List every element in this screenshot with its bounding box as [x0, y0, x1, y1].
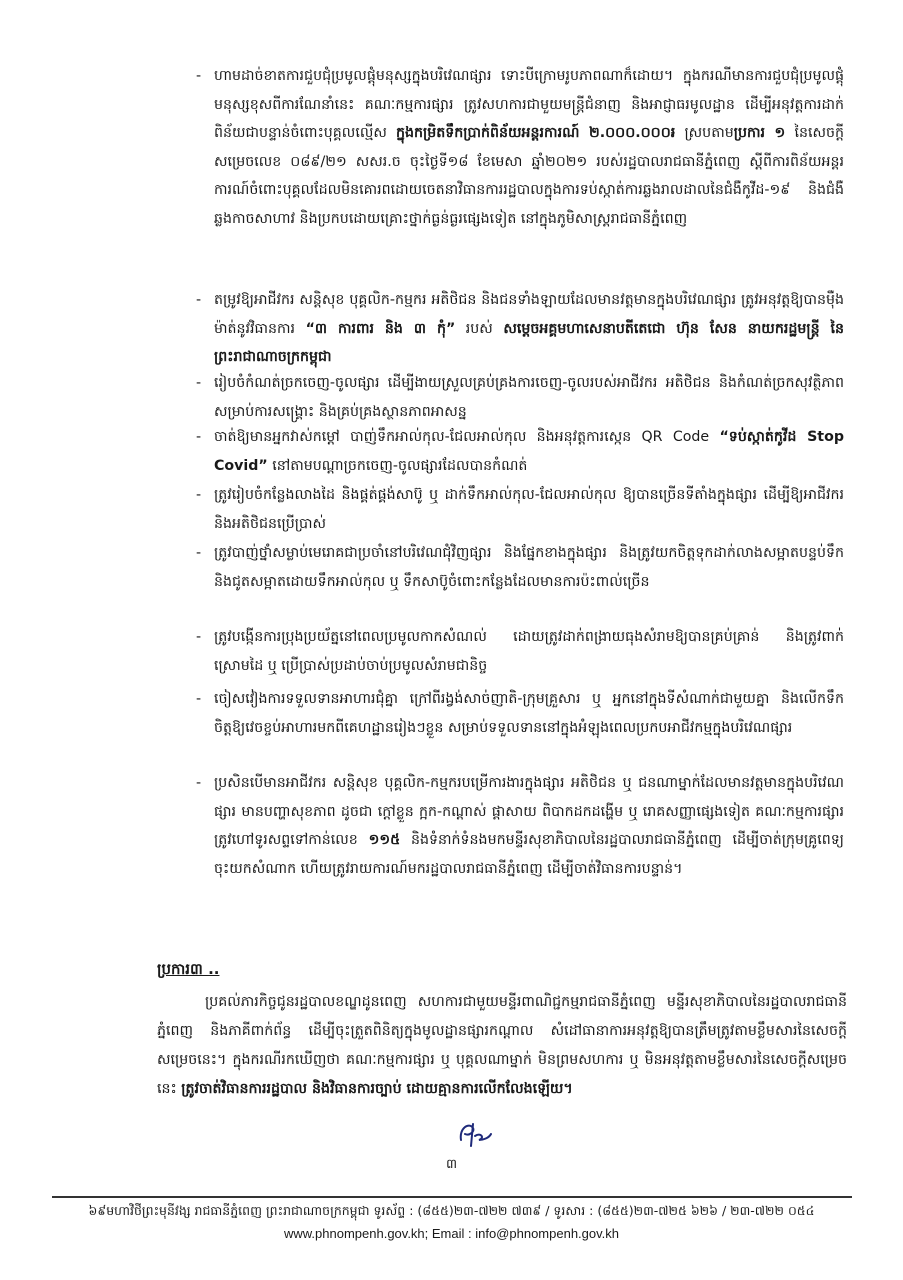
footer-contact: www.phnompenh.gov.kh; Email : info@phnompenh.gov.kh [283, 1226, 620, 1241]
text-run: ត្រូវបង្កើនការប្រុងប្រយ័ត្ននៅពេលប្រមូលកាកសំណល់ ដោយត្រូវដាក់ពង្រាយធុងសំរាមឱ្យបានគ្រប់គ្រាន់ និងត្រូវពាក់ស្រោមដៃ ឬ ប្រើប្រាស់ប្រដាប់ចាប់ប្រមូលសំរាមជានិច្ច [214, 629, 844, 674]
bullet-dash: - [196, 292, 202, 308]
text-run: ប្រគល់ភារកិច្ចជូនរដ្ឋបាលខណ្ឌដូនពេញ សហការជាមួយមន្ទីរពាណិជ្ជកម្មរាជធានីភ្នំពេញ មន្ទីរសុខាភិបាលនៃរដ្ឋបាលរាជធានីភ្នំពេញ និងភាគីពាក់ព័ន្ធ ដើម្បីចុះត្រួតពិនិត្យក្នុងមូលដ្ឋានផ្សារកណ្តាល សំដៅធានាការអនុវត្តឱ្យបានត្រឹមត្រូវតាមខ្លឹមសារនៃសេចក្តីសម្រេចនេះ។ ក្នុងករណីរកឃើញថា គណៈកម្មការផ្សារ ឬ បុគ្គលណាម្នាក់ មិនព្រមសហការ ឬ មិនអនុវត្តតាមខ្លឹមសារនៃសេចក្តីសម្រេចនេះ [157, 994, 847, 1097]
list-item-text [214, 623, 844, 680]
list-item [196, 62, 844, 286]
list-item [196, 539, 844, 623]
bold-text-run: ត្រូវចាត់វិធានការរដ្ឋបាល និងវិធានការច្បាប់ ដោយគ្មានការលើកលែងឡើយ។ [181, 1081, 573, 1097]
text-run: រៀបចំកំណត់ច្រកចេញ-ចូលផ្សារ ដើម្បីងាយស្រួលគ្រប់គ្រងការចេញ-ចូលរបស់អាជីវករ អតិថិជន និងកំណត់ច្រកសុវត្ថិភាពសម្រាប់ការសង្គ្រោះ និងគ្រប់គ្រងស្ថានភាពអាសន្ន [214, 375, 844, 420]
bold-text-run: នាយករដ្ឋមន្ត្រី នៃព្រះរាជាណាចក្រកម្ពុជា [214, 320, 845, 366]
bold-text-run: “ទប់ស្កាត់កូវីដ Stop Covid” [214, 429, 844, 474]
list-item [196, 623, 844, 685]
article-heading: ប្រការ៣ .. [157, 960, 220, 978]
bold-text-run: ប្រការ ១ [733, 125, 786, 142]
bullet-dash: - [196, 775, 202, 791]
bullet-dash: - [196, 429, 202, 445]
bullet-dash: - [196, 487, 202, 503]
bullet-dash: - [196, 68, 202, 84]
list-item-text [214, 62, 844, 234]
list-item [196, 481, 844, 539]
list-item-text [214, 286, 844, 372]
text-run: ប្រសិនបើមានអាជីវករ សន្តិសុខ បុគ្គលិក-កម្មករបម្រើការងារក្នុងផ្សារ អតិថិជន ឬ ជនណាម្នាក់ដែលមានវត្តមានក្នុងបរិវេណផ្សារ មានបញ្ហាសុខភាព ដូចជា ក្តៅខ្លួន ក្អក-កណ្តាស់ ផ្តាសាយ ពិបាកដកដង្ហើម ឬ រោគសញ្ញាផ្សេងទៀត គណៈកម្មការផ្សារ ត្រូវហៅទូរសព្ទទៅកាន់លេខ [214, 775, 844, 849]
list-item-text [214, 539, 844, 596]
measures-list [196, 62, 844, 939]
text-run: និងទំនាក់ទំនងមកមន្ទីរសុខាភិបាលនៃរដ្ឋបាលរាជធានីភ្នំពេញ ដើម្បីចាត់ក្រុមគ្រូពេទ្យចុះយកសំណាក ហើយត្រូវរាយការណ៍មករដ្ឋបាលរាជធានីភ្នំពេញ ដើម្បីចាត់វិធានការបន្ទាន់។ [214, 832, 845, 877]
article-body [157, 988, 847, 1104]
bold-text-run: ១១៥ [368, 832, 401, 849]
text-run: នៃសេចក្តីសម្រេចលេខ ០៨៩/២១ សសរ.ច ចុះថ្ងៃទី១៨ ខែមេសា ឆ្នាំ២០២១ របស់រដ្ឋបាលរាជធានីភ្នំពេញ ស្តីពីការពិន័យអន្តរការណ៍ចំពោះបុគ្គលដែលមិនគោរពដោយចេតនាវិធានការរដ្ឋបាលក្នុងការទប់ស្កាត់ការឆ្លងរាលដាលនៃជំងឺកូវីដ-១៩ និងជំងឺឆ្លងកាចសាហាវ និងប្រកបដោយគ្រោះថ្នាក់ធ្ងន់ធ្ងរផ្សេងទៀត នៅក្នុងភូមិសាស្ត្ររាជធានីភ្នំពេញ [214, 125, 845, 227]
list-item-text [214, 369, 844, 426]
text-run: ចៀសវៀងការទទួលទានអាហារជុំគ្នា ក្រៅពីរង្វង់សាច់ញាតិ-ក្រុមគ្រួសារ ឬ អ្នកនៅក្នុងទីសំណាក់ជាមួយគ្នា និងលើកទឹកចិត្តឱ្យវេចខ្ចប់អាហារមកពីគេហដ្ឋានរៀងៗខ្លួន សម្រាប់ទទួលទាននៅក្នុងអំឡុងពេលប្រកបអាជីវកម្មក្នុងបរិវេណផ្សារ [214, 691, 844, 736]
text-run: របស់ [455, 320, 504, 337]
text-run: ចាត់ឱ្យមានអ្នកវាស់កម្តៅ បាញ់ទឹកអាល់កុល-ជែលអាល់កុល និងអនុវត្តការស្កេន QR Code [214, 429, 720, 445]
bullet-dash: - [196, 691, 202, 707]
bullet-dash: - [196, 629, 202, 645]
list-item [196, 423, 844, 481]
bullet-dash: - [196, 375, 202, 391]
list-item [196, 286, 844, 369]
text-run: តម្រូវឱ្យអាជីវករ សន្តិសុខ បុគ្គលិក-កម្មករ អតិថិជន និងជនទាំងឡាយដែលមានវត្តមានក្នុងបរិវេណផ្សារ ត្រូវអនុវត្តឱ្យបានម៉ឺងម៉ាត់នូវវិធានការ [214, 292, 844, 337]
list-item-text [214, 769, 844, 883]
list-item [196, 769, 844, 939]
text-run: ស្របតាម [675, 125, 734, 142]
bullet-dash: - [196, 545, 202, 561]
list-item-text [214, 685, 844, 742]
page-number: ៣ [445, 1157, 458, 1172]
text-run: ហាមដាច់ខាតការជួបជុំប្រមូលផ្តុំមនុស្សក្នុងបរិវេណផ្សារ ទោះបីក្រោមរូបភាពណាក៏ដោយ។ ក្នុងករណីមានការជួបជុំប្រមូលផ្តុំមនុស្សខុសពីការណែនាំនេះ គណៈកម្មការផ្សារ ត្រូវសហការជាមួយមន្ត្រីជំនាញ និងអាជ្ញាធរមូលដ្ឋាន ដើម្បីអនុវត្តការដាក់ពិន័យជាបន្ទាន់ចំពោះបុគ្គលល្មើស [214, 68, 844, 142]
list-item-text [214, 481, 844, 538]
text-run: នៅតាមបណ្តាច្រកចេញ-ចូលផ្សារដែលបានកំណត់ [267, 457, 528, 474]
list-item [196, 685, 844, 769]
text-run: ត្រូវបាញ់ថ្នាំសម្លាប់មេរោគជាប្រចាំនៅបរិវេណជុំវិញផ្សារ និងផ្នែកខាងក្នុងផ្សារ និងត្រូវយកចិត្តទុកដាក់លាងសម្អាតបន្ទប់ទឹក និងជូតសម្អាតដោយទឹកអាល់កុល ឬ ទឹកសាប៊ូចំពោះកន្លែងដែលមានការប៉ះពាល់ច្រើន [214, 545, 844, 590]
bold-text-run: ក្នុងកម្រិតទឹកប្រាក់ពិន័យអន្តរការណ៍ ២.០០០.០០០៛ [396, 125, 676, 142]
list-item-text [214, 423, 844, 480]
footer-address: ៦៩មហាវិថីព្រះមុនីវង្ស រាជធានីភ្នំពេញ ព្រះរាជាណាចក្រកម្ពុជា ទូរស័ព្ទ : (៨៥៥)២៣-៧២២ ៧៣៩ / ទូរសារ : (៨៥៥)២៣-៧២៥ ៦២៦ / ២៣-៧២២ ០៥៤ [88, 1203, 815, 1218]
bold-text-run: “៣ ការពារ និង ៣ កុំ” [305, 320, 456, 337]
signature-initial [455, 1118, 495, 1150]
list-item [196, 369, 844, 423]
bold-text-run: សម្តេចអគ្គមហាសេនាបតីតេជោ ហ៊ុន សែន [503, 320, 737, 337]
text-run: ត្រូវរៀបចំកន្លែងលាងដៃ និងផ្គត់ផ្គង់សាប៊ូ ឬ ដាក់ទឹកអាល់កុល-ជែលអាល់កុល ឱ្យបានច្រើនទីតាំងក្នុងផ្សារ ដើម្បីឱ្យអាជីវករ និងអតិថិជនប្រើប្រាស់ [214, 487, 844, 532]
footer-divider [52, 1196, 852, 1198]
